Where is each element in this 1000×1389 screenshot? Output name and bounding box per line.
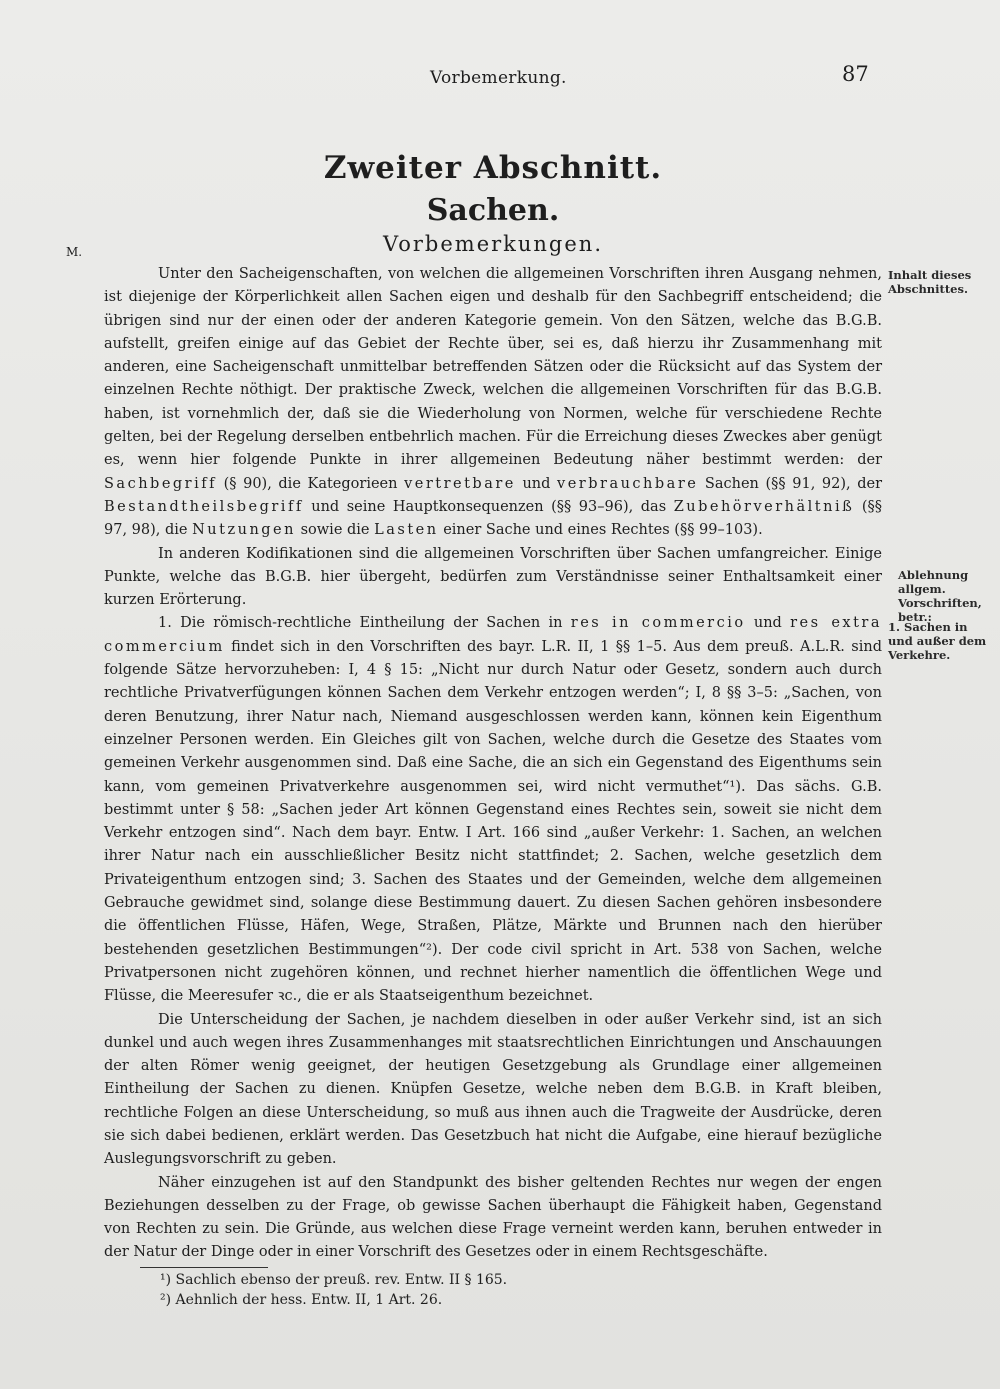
- paragraph-1-text-h: einer Sache und eines Rechtes (§§ 99–103).: [438, 522, 763, 539]
- paragraph-1: [104, 263, 882, 543]
- margin-note-contents: Inhalt dieses Abschnittes.: [888, 268, 972, 296]
- paragraph-1-text: Unter den Sacheigenschaften, von welchen die allgemeinen Vorschriften ihren Ausgang nehmen, ist diejenige der Körperlichkeit allen Sachen eigen und deshalb für den Sachbegriff entscheidend; die übrigen sind nur der einen oder der anderen Kategorie gemein. Von den Sätzen, welche das B.G.B. aufstellt, greifen einige auf das Gebiet der Rechte über, sei es, daß hierzu ihr Zusammenhang mit anderen, eine Sacheigenschaft unmittelbar betreffenden Sätzen oder die Rücksicht auf das System der einzelnen Rechte nöthigt. Der praktische Zweck, welchen die allgemeinen Vorschriften für das B.G.B. haben, ist vornehmlich der, daß sie die Wiederholung von Normen, welche für verschiedene Rechte gelten, bei der Regelung derselben entbehrlich machen. Für die Erreichung dieses Zweckes aber genügt es, wenn hier folgende Punkte in ihrer allgemeinen Bedeutung näher bestimmt werden: der: [104, 266, 882, 469]
- paragraph-4: Die Unterscheidung der Sachen, je nachdem dieselben in oder außer Verkehr sind, ist an sich dunkel und auch wegen ihres Zusammenhanges mit staatsrechtlichen Einrichtungen und Anschauungen der alten Römer wenig geeignet, der heutigen Gesetzgebung als Grundlage einer allgemeinen Eintheilung der Sachen zu dienen. Knüpfen Gesetze, welche neben dem B.G.B. in Kraft bleiben, rechtliche Folgen an diese Unterscheidung, so muß aus ihnen auch die Tragweite der Ausdrücke, deren sie sich dabei bedienen, erklärt werden. Das Gesetzbuch hat nicht die Aufgabe, eine hierauf bezügliche Auslegungsvorschrift zu geben.: [104, 1011, 882, 1168]
- paragraph-1-text-f: (§§ 97, 98), die: [104, 498, 882, 539]
- running-head: Vorbemerkung.: [430, 68, 567, 88]
- page-number: 87: [842, 62, 869, 86]
- margin-mark: M.: [66, 245, 83, 259]
- term-zubehoerverhaeltniss: Zubehörverhältniß: [673, 498, 855, 515]
- footnote-2: ²) Aehnlich der hess. Entw. II, 1 Art. 26.: [160, 1292, 443, 1308]
- subject-title: Sachen.: [426, 193, 560, 228]
- paragraph-3-text-b: und: [745, 615, 791, 632]
- term-res-in-commercio: res in commercio: [570, 615, 746, 632]
- paragraph-1-text-c: und: [515, 475, 558, 492]
- term-bestandtheilsbegriff: Bestandtheilsbegriff: [104, 498, 304, 515]
- paragraph-3: [104, 612, 882, 1008]
- paragraph-3-text-a: 1. Die römisch-rechtliche Eintheilung der Sachen in: [158, 615, 571, 632]
- body-text: [104, 263, 882, 1265]
- term-vertretbare: vertretbare: [404, 475, 516, 492]
- term-verbrauchbare: verbrauchbare: [557, 475, 699, 492]
- footnote-1: ¹) Sachlich ebenso der preuß. rev. Entw. II § 165.: [160, 1272, 508, 1288]
- paragraph-1-text-e: und seine Hauptkonsequenzen (§§ 93–96), das: [303, 498, 674, 515]
- paragraph-2: In anderen Kodifikationen sind die allgemeinen Vorschriften über Sachen umfangreicher. Einige Punkte, welche das B.G.B. hier übergeht, bedürfen zum Verständnisse seiner Enthaltsamkeit einer kurzen Erörterung.: [104, 545, 882, 609]
- margin-note-commerce: 1. Sachen in und außer dem Verkehre.: [888, 620, 987, 662]
- margin-note-rejection: Ablehnung allgem. Vorschriften, betr.:: [898, 568, 982, 624]
- section-title: Zweiter Abschnitt.: [323, 150, 663, 186]
- term-lasten: Lasten: [374, 522, 439, 539]
- footnote-divider: [140, 1267, 268, 1268]
- paragraph-3-text-c: findet sich in den Vorschriften des bayr. L.R. II, 1 §§ 1–5. Aus dem preuß. A.L.R. sind folgende Sätze hervorzuheben: I, 4 § 15: „Nicht nur durch Natur oder Gesetz, sondern auch durch rechtliche Privatverfügungen können Sachen dem Verkehr entzogen werden“; I, 8 §§ 3–5: „Sachen, von deren Benutzung, ihrer Natur nach, Niemand ausgeschlossen werden kann, können kein Eigenthum einzelner Personen werden. Ein Gleiches gilt von Sachen, welche durch die Gesetze des Staates vom gemeinen Verkehr ausgenommen sind. Daß eine Sache, die an sich ein Gegenstand des Eigenthums sein kann, vom gemeinen Privatverkehre ausgenommen sei, wird nicht vermuthet“¹). Das sächs. G.B. bestimmt unter § 58: „Sachen jeder Art können Gegenstand eines Rechtes sein, soweit sie nicht dem Verkehr entzogen sind“. Nach dem bayr. Entw. I Art. 166 sind „außer Verkehr: 1. Sachen, an welchen ihrer Natur nach ein ausschließlicher Besitz nicht stattfindet; 2. Sachen, welche gesetzlich dem Privateigenthum entzogen sind; 3. Sachen des Staates und der Gemeinden, welche dem allgemeinen Gebrauche gewidmet sind, solange diese Bestimmung dauert. Zu diesen Sachen gehören insbesondere die öffentlichen Flüsse, Häfen, Wege, Straßen, Plätze, Märkte und Brunnen nach den hierüber bestehenden gesetzlichen Bestimmungen“²). Der code civil spricht in Art. 538 von Sachen, welche Privatpersonen nicht zugehören können, und rechnet hierher namentlich die öffentlichen Wege und Flüsse, die Meeresufer ꝛc., die er als Staatseigenthum bezeichnet.: [104, 638, 882, 1005]
- term-res-extra-commercium: res extra commercium: [104, 615, 882, 655]
- paragraph-1-text-b: (§ 90), die Kategorieen: [217, 475, 405, 492]
- footnotes: [160, 1270, 760, 1310]
- term-nutzungen: Nutzungen: [192, 522, 296, 539]
- term-sachbegriff: Sachbegriff: [104, 475, 217, 492]
- prelim-heading: Vorbemerkungen.: [382, 232, 603, 256]
- paragraph-5: Näher einzugehen ist auf den Standpunkt des bisher geltenden Rechtes nur wegen der engen Beziehungen desselben zu der Frage, ob gewisse Sachen überhaupt die Fähigkeit haben, Gegenstand von Rechten zu sein. Die Gründe, aus welchen diese Frage verneint werden kann, beruhen entweder in der Natur der Dinge oder in einer Vorschrift des Gesetzes oder in einem Rechtsgeschäfte.: [104, 1174, 882, 1261]
- paragraph-1-text-g: sowie die: [295, 522, 375, 539]
- paragraph-1-text-d: Sachen (§§ 91, 92), der: [698, 475, 882, 492]
